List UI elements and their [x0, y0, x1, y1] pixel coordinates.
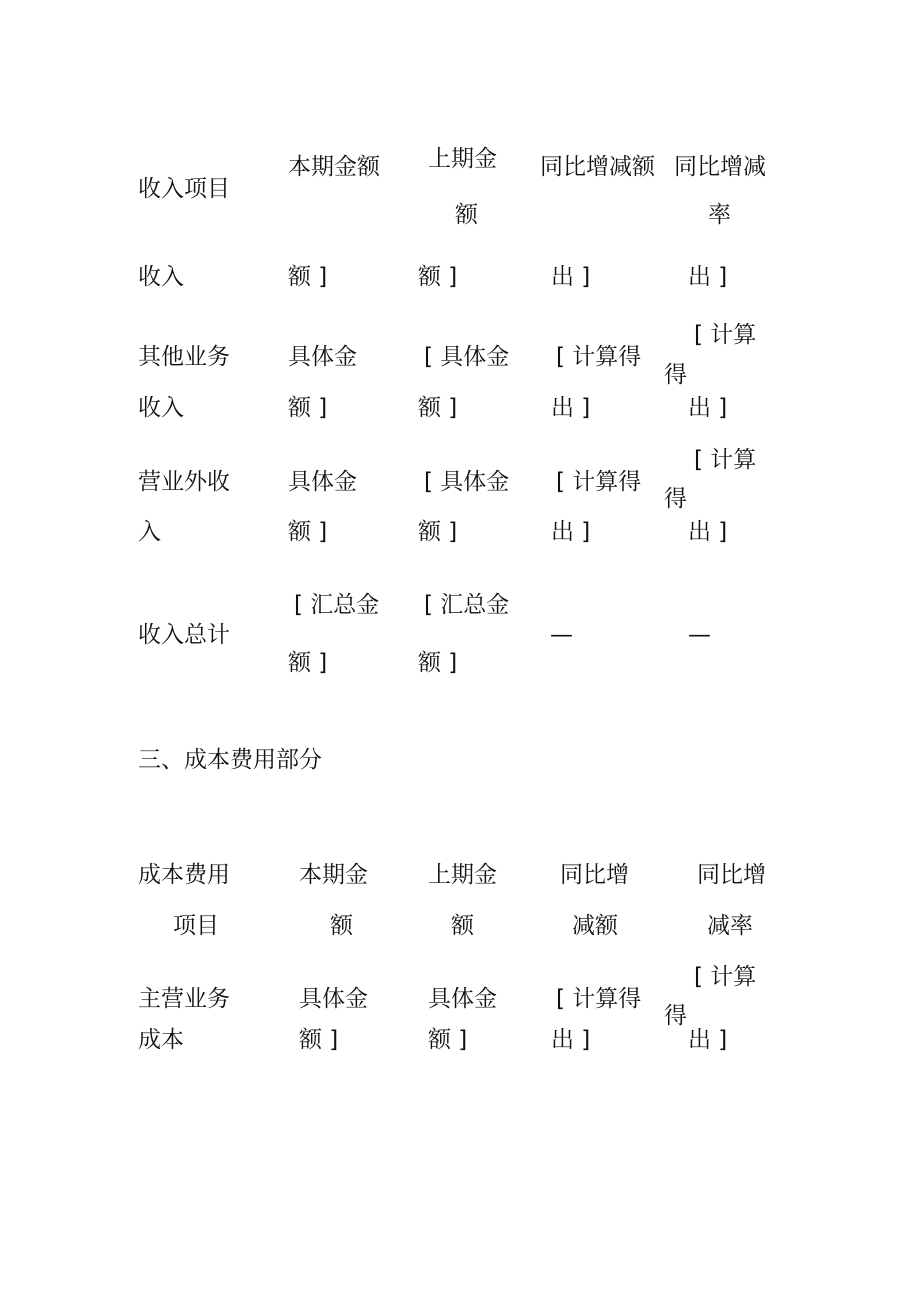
cost-header-item-line2: 项目	[173, 913, 219, 939]
income-header-item: 收入项目	[138, 176, 230, 202]
other-income-prev-line1: [ 具体金	[424, 344, 510, 370]
income-total-prev-line2: 额 ]	[418, 650, 458, 676]
income-row-yoy-rate: 出 ]	[688, 264, 728, 290]
nonop-income-prev-line2: 额 ]	[418, 519, 458, 545]
nonop-income-yoy-amount-line2: 出 ]	[551, 519, 591, 545]
other-income-yoy-rate-line2: 出 ]	[688, 395, 728, 421]
main-cost-current-line2: 额 ]	[299, 1027, 339, 1053]
income-header-prev-line2: 额	[455, 202, 478, 228]
other-income-current-line2: 额 ]	[288, 395, 328, 421]
main-cost-label-line1: 主营业务	[138, 986, 230, 1012]
income-total-label: 收入总计	[138, 622, 230, 648]
income-total-prev-line1: [ 汇总金	[424, 592, 510, 618]
cost-header-yoy-rate-line1: 同比增	[697, 862, 766, 888]
cost-header-prev-line2: 额	[451, 913, 474, 939]
nonop-income-label-line2: 入	[138, 519, 161, 545]
income-row-current: 额 ]	[288, 264, 328, 290]
income-header-yoy-amount: 同比增减额	[540, 154, 655, 180]
main-cost-prev-line2: 额 ]	[428, 1027, 468, 1053]
other-income-yoy-rate-clipped	[664, 362, 690, 388]
main-cost-yoy-rate-clipped-text: 得	[664, 1003, 687, 1029]
main-cost-current-line1: 具体金	[299, 986, 368, 1012]
nonop-income-yoy-rate-clipped-text: 得	[664, 486, 687, 512]
main-cost-yoy-amount-line1: [ 计算得	[556, 986, 642, 1012]
cost-header-prev-line1: 上期金	[428, 862, 497, 888]
main-cost-yoy-rate-clipped	[664, 1003, 690, 1029]
income-row-label: 收入	[138, 264, 184, 290]
main-cost-yoy-amount-line2: 出 ]	[551, 1027, 591, 1053]
nonop-income-yoy-amount-line1: [ 计算得	[556, 469, 642, 495]
other-income-prev-line2: 额 ]	[418, 395, 458, 421]
cost-header-yoy-amount-line1: 同比增	[560, 862, 629, 888]
income-header-prev-line1: 上期金	[428, 146, 497, 172]
income-row-prev: 额 ]	[418, 264, 458, 290]
other-income-yoy-amount-line1: [ 计算得	[556, 344, 642, 370]
main-cost-prev-line1: 具体金	[428, 986, 497, 1012]
main-cost-yoy-rate-line1: [ 计算	[694, 964, 757, 990]
nonop-income-yoy-rate-line2: 出 ]	[688, 519, 728, 545]
cost-header-yoy-rate-line2: 减率	[707, 913, 753, 939]
income-total-current-line2: 额 ]	[288, 650, 328, 676]
income-header-current: 本期金额	[288, 154, 380, 180]
section-title: 三、成本费用部分	[138, 747, 322, 773]
other-income-yoy-amount-line2: 出 ]	[551, 395, 591, 421]
other-income-yoy-rate-clipped-text: 得	[664, 362, 687, 388]
nonop-income-label-line1: 营业外收	[138, 469, 230, 495]
income-total-yoy-rate: —	[688, 622, 711, 648]
main-cost-yoy-rate-line2: 出 ]	[688, 1027, 728, 1053]
nonop-income-prev-line1: [ 具体金	[424, 469, 510, 495]
cost-header-yoy-amount-line2: 减额	[572, 913, 618, 939]
nonop-income-current-line2: 额 ]	[288, 519, 328, 545]
nonop-income-yoy-rate-line1: [ 计算	[694, 447, 757, 473]
nonop-income-yoy-rate-clipped	[664, 486, 690, 512]
income-header-yoy-rate-line1: 同比增减	[674, 154, 766, 180]
main-cost-label-line2: 成本	[138, 1027, 184, 1053]
other-income-current-line1: 具体金	[288, 344, 357, 370]
other-income-yoy-rate-line1: [ 计算	[694, 322, 757, 348]
income-row-yoy-amount: 出 ]	[551, 264, 591, 290]
cost-header-item-line1: 成本费用	[138, 862, 230, 888]
other-income-label-line1: 其他业务	[138, 344, 230, 370]
income-header-yoy-rate-line2: 率	[708, 202, 731, 228]
other-income-label-line2: 收入	[138, 395, 184, 421]
income-total-current-line1: [ 汇总金	[294, 592, 380, 618]
income-total-yoy-amount: —	[550, 622, 573, 648]
cost-header-current-line2: 额	[330, 913, 353, 939]
nonop-income-current-line1: 具体金	[288, 469, 357, 495]
cost-header-current-line1: 本期金	[299, 862, 368, 888]
